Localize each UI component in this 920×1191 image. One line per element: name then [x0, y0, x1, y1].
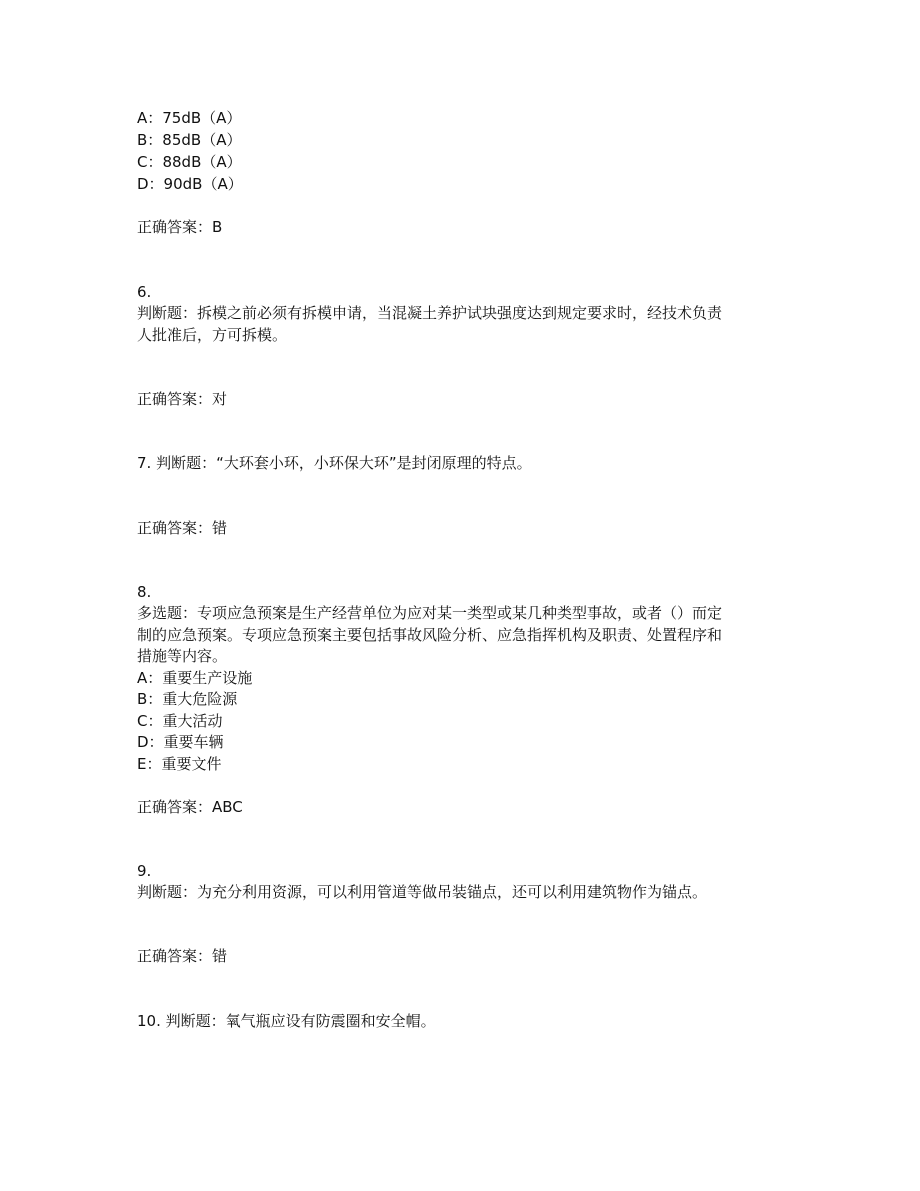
- q5-option-b: B：85dB（A）: [137, 131, 242, 149]
- q8-option-c: C：重大活动: [137, 712, 223, 730]
- q8-number: 8.: [137, 583, 152, 601]
- q6-answer: 正确答案：对: [137, 390, 228, 408]
- q9-answer: 正确答案：错: [137, 947, 228, 965]
- q5-option-d: D：90dB（A）: [137, 175, 243, 193]
- q8-option-a: A：重要生产设施: [137, 669, 253, 687]
- q5-option-a: A：75dB（A）: [137, 109, 242, 127]
- q9-text: 判断题：为充分利用资源，可以利用管道等做吊装锚点，还可以利用建筑物作为锚点。: [137, 883, 708, 901]
- q5-option-c: C：88dB（A）: [137, 153, 242, 171]
- q8-option-d: D：重要车辆: [137, 733, 224, 751]
- q10-text: 10. 判断题：氧气瓶应设有防震圈和安全帽。: [137, 1012, 436, 1030]
- q7-text: 7. 判断题：“大环套小环，小环保大环”是封闭原理的特点。: [137, 454, 532, 472]
- q6-text-line-2: 人批准后，方可拆模。: [137, 326, 288, 344]
- q8-text-line-2: 制的应急预案。专项应急预案主要包括事故风险分析、应急指挥机构及职责、处置程序和: [137, 626, 723, 644]
- q8-text-line-1: 多选题：专项应急预案是生产经营单位为应对某一类型或某几种类型事故，或者（）而定: [137, 604, 723, 622]
- q5-answer: 正确答案：B: [137, 218, 223, 236]
- q8-text-line-3: 措施等内容。: [137, 647, 228, 665]
- q8-option-e: E：重要文件: [137, 755, 222, 773]
- q8-answer: 正确答案：ABC: [137, 798, 243, 816]
- q8-option-b: B：重大危险源: [137, 690, 238, 708]
- q6-text-line-1: 判断题：拆模之前必须有拆模申请，当混凝土养护试块强度达到规定要求时，经技术负责: [137, 304, 723, 322]
- q6-number: 6.: [137, 283, 152, 301]
- q9-number: 9.: [137, 862, 152, 880]
- q7-answer: 正确答案：错: [137, 519, 228, 537]
